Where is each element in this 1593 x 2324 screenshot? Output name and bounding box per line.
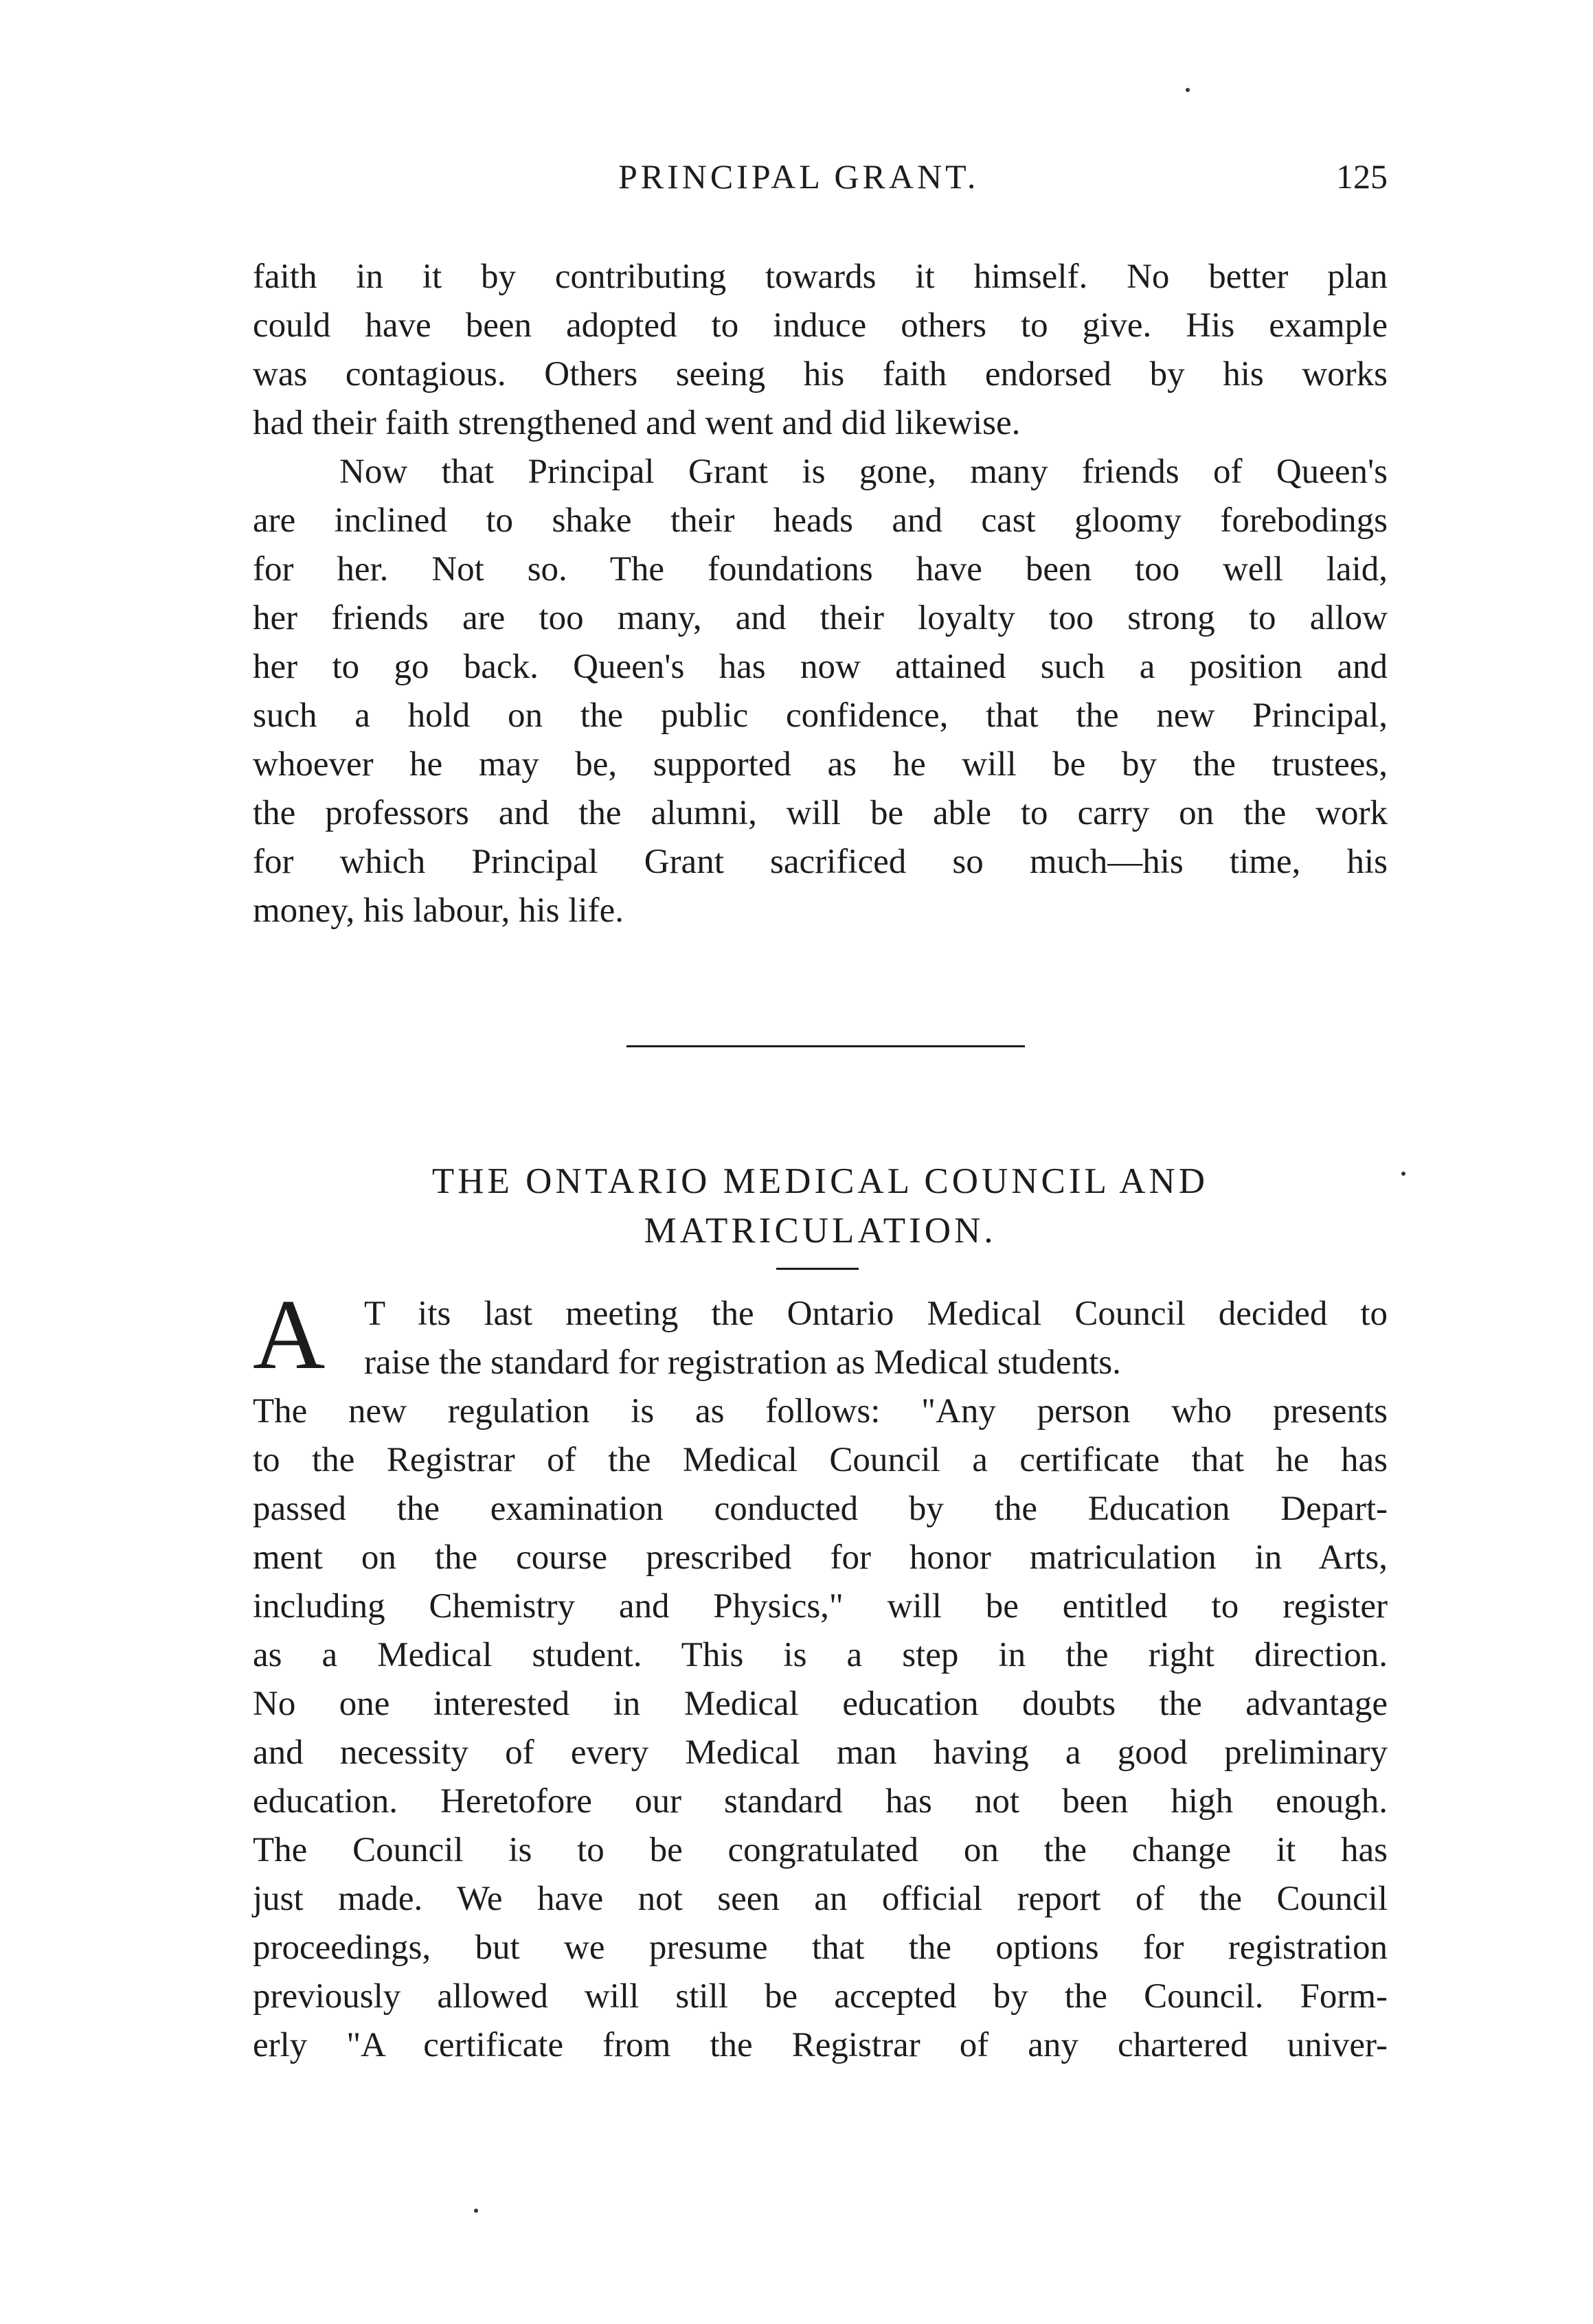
text-line: No one interested in Medical education doubts the advantage: [253, 1685, 1388, 1723]
text-line: had their faith strengthened and went and did likewise.: [253, 404, 1021, 442]
text-line: including Chemistry and Physics," will be entitled to register: [253, 1587, 1388, 1626]
text-line: such a hold on the public confidence, that the new Principal,: [253, 696, 1388, 735]
scan-speck: [1401, 1172, 1405, 1176]
text-line: education. Heretofore our standard has not been high enough.: [253, 1782, 1388, 1821]
text-line: raise the standard for registration as Medical students.: [364, 1343, 1121, 1382]
text-line: was contagious. Others seeing his faith endorsed by his works: [253, 355, 1388, 394]
text-line: and necessity of every Medical man having a good preliminary: [253, 1733, 1388, 1772]
text-line: just made. We have not seen an official report of the Council: [253, 1880, 1388, 1918]
text-line: erly "A certificate from the Registrar of any chartered univer-: [253, 2026, 1388, 2064]
running-title: PRINCIPAL GRANT.: [618, 157, 980, 196]
scan-speck: [474, 2209, 478, 2213]
text-line: to the Registrar of the Medical Council a certificate that he has: [253, 1441, 1388, 1479]
text-line: proceedings, but we presume that the options for registration: [253, 1928, 1388, 1967]
section-divider: [626, 1045, 1025, 1047]
text-line: T its last meeting the Ontario Medical Council decided to: [364, 1295, 1388, 1333]
text-line: her friends are too many, and their loyalty too strong to allow: [253, 599, 1388, 637]
text-line: money, his labour, his life.: [253, 891, 624, 930]
text-line: The new regulation is as follows: "Any person who presents: [253, 1392, 1388, 1431]
drop-cap: A: [253, 1279, 326, 1390]
text-line: Now that Principal Grant is gone, many friends of Queen's: [339, 453, 1388, 491]
running-head: [247, 157, 1388, 205]
text-line: for her. Not so. The foundations have been too well laid,: [253, 550, 1388, 589]
page-number: 125: [1336, 157, 1388, 196]
article-heading-line-2: MATRICULATION.: [644, 1211, 997, 1251]
article-heading-line-1: THE ONTARIO MEDICAL COUNCIL AND: [431, 1161, 1209, 1201]
text-line: previously allowed will still be accepted by the Council. Form-: [253, 1977, 1388, 2016]
text-line: for which Principal Grant sacrificed so much—his time, his: [253, 843, 1388, 881]
scan-speck: [1186, 88, 1190, 92]
heading-rule: [776, 1268, 859, 1270]
text-line: passed the examination conducted by the Education Depart-: [253, 1490, 1388, 1528]
text-line: the professors and the alumni, will be able to carry on the work: [253, 794, 1388, 832]
text-line: The Council is to be congratulated on the change it has: [253, 1831, 1388, 1869]
text-line: as a Medical student. This is a step in the right direction.: [253, 1636, 1388, 1674]
text-line: faith in it by contributing towards it himself. No better plan: [253, 258, 1388, 296]
text-line: whoever he may be, supported as he will be by the trustees,: [253, 745, 1388, 784]
text-line: could have been adopted to induce others to give. His example: [253, 306, 1388, 345]
text-line: are inclined to shake their heads and cast gloomy forebodings: [253, 501, 1388, 540]
text-line: her to go back. Queen's has now attained such a position and: [253, 648, 1388, 686]
text-line: ment on the course prescribed for honor matriculation in Arts,: [253, 1538, 1388, 1577]
